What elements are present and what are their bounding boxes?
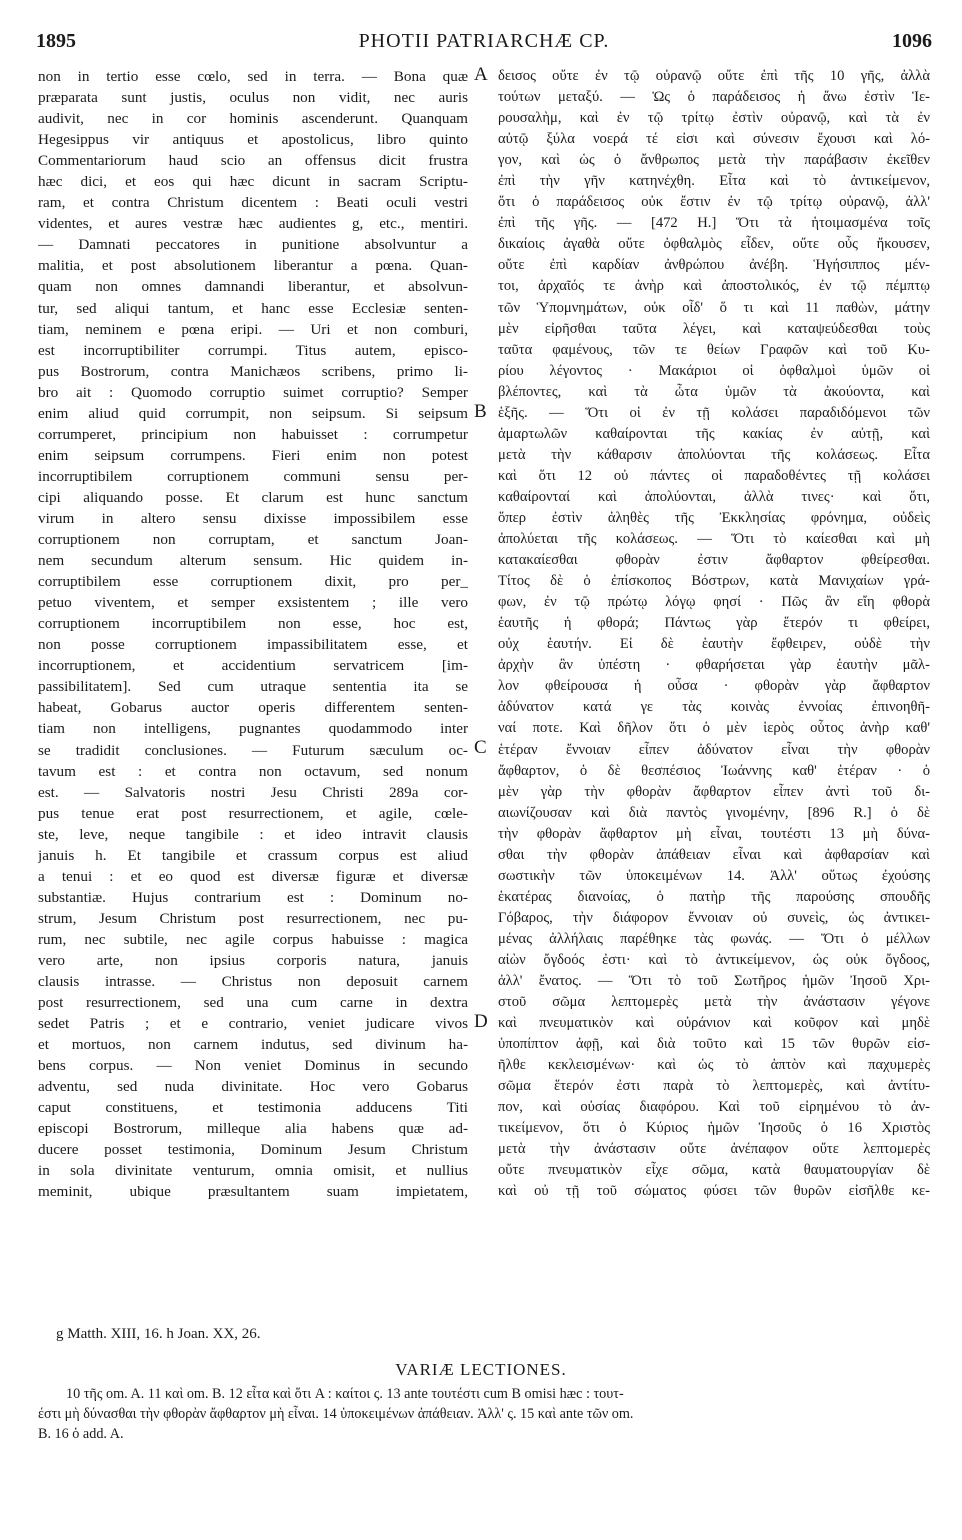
- text-line: non in tertio esse cœlo, sed in terra. — Bona quæ: [38, 68, 468, 85]
- text-line: ram, et contra Christum dicentem : Beati oculi vestri: [38, 194, 468, 212]
- text-line: corruptionem non corruptam, et sanctum Joan-: [38, 531, 468, 549]
- text-line: enim seipsum corrumpens. Fieri enim non potest: [38, 446, 468, 464]
- text-line: κατακαίεσθαι φθορὰν ἐστιν ἄφθαρτον φθείρεσθαι.: [498, 552, 930, 569]
- text-line: sedet Patris ; et e contrario, veniet judicare vivos: [38, 1015, 468, 1033]
- text-line: ἐπὶ τὴν γῆν κατηνέχθη. Εἶτα καὶ τὸ ἀντικείμενον,: [498, 173, 930, 190]
- latin-column: [38, 66, 468, 1203]
- text-line: quam non omnes damnandi liberantur, et absolvun-: [38, 278, 468, 296]
- text-line: in sola divinitate venturum, omnia omisit, et nullius: [38, 1162, 468, 1180]
- text-line: οὐχ ἑαυτήν. Εἰ δὲ ἑαυτὴν ἔφθειρεν, οὐδὲ τὴν: [498, 636, 930, 653]
- text-line: incorruptibilem corruptionem communi sensu per-: [38, 467, 468, 485]
- text-line: ὅπερ ἐστὶν ἀληθὲς τῆς Ἐκκλησίας φρόνημα, οὐδεὶς: [498, 509, 930, 526]
- text-line: οὔτε πνευματικὸν εἶχε σῶμα, κατὰ θαυματουργίαν δὲ: [498, 1162, 930, 1179]
- text-line: μὲν εἰρῆσθαι ταῦτα λέγει, καὶ καταψεύδεσθαι τοὺς: [498, 320, 930, 337]
- text-line: se tradidit conclusiones. — Futurum sæculum oc-: [38, 741, 468, 759]
- margin-letter-b: B: [474, 401, 487, 422]
- text-line: audivit, nec in cor hominis ascenderunt. Quanquam: [38, 110, 468, 128]
- variant-line: B. 16 ὁ add. A.: [38, 1426, 124, 1442]
- text-line: tiam, neminem e pœna eripi. — Uri et non comburi,: [38, 320, 468, 338]
- text-line: ἑτέραν ἔννοιαν εἶπεν ἀδύνατον εἶναι τὴν φθορὰν: [498, 741, 930, 758]
- text-line: substantiæ. Hujus contrarium est : Dominum no-: [38, 888, 468, 906]
- text-line: bens corpus. — Non veniet Dominus in secundo: [38, 1057, 468, 1075]
- text-line: λον φθείρουσα ἡ οὖσα · φθορὰν γὰρ ἄφθαρτον: [498, 678, 930, 695]
- text-line: τοι, ἀρχαῖός τε ἀνὴρ καὶ ἀποστολικός, ἐν τῷ πέμπτῳ: [498, 278, 930, 295]
- text-line: ἑαυτῆς ἡ φθορά; Πάντως γὰρ ἕτερόν τι φθείρει,: [498, 615, 930, 632]
- margin-letter-c: C: [474, 737, 487, 758]
- text-line: non posse corruptionem impassibilitatem esse, et: [38, 636, 468, 654]
- text-line: januis h. Et tangibile et crassum corpus est aliud: [38, 846, 468, 864]
- text-line: est. — Salvatoris nostri Jesu Christi 289a cor-: [38, 783, 468, 801]
- text-line: ducere posset testimonia, Dominum Jesum Christum: [38, 1141, 468, 1159]
- text-line: ἀπολύεται τῆς κολάσεως. — Ὅτι τὸ καίεσθαι καὶ μὴ: [498, 531, 930, 548]
- text-line: καθαίρονταί καὶ ἀπολύονται, ἀλλὰ τινες· καὶ ὅτι,: [498, 488, 930, 505]
- text-line: ἀδύνατον κατά γε τὰς κοινὰς ἐννοίας ἐπινοηθῆ-: [498, 699, 930, 716]
- text-line: μετὰ τὴν ἀνάστασιν οὔτε ἀνέπαφον οὔτε λεπτομερὲς: [498, 1141, 930, 1158]
- text-line: ταῦτα φαμένους, τῶν τε θείων Γραφῶν καὶ τοῦ Κυ-: [498, 341, 930, 358]
- text-line: est incorruptibiliter corrumpi. Titus autem, episco-: [38, 341, 468, 359]
- text-line: καὶ ὅτι 12 οὐ πάντες οἱ παραδοθέντες τῇ κολάσει: [498, 467, 930, 484]
- text-line: αὐτῷ ξύλα νοερά τέ εἰσι καὶ σύνεσιν ἔχουσι καὶ λό-: [498, 131, 930, 148]
- text-line: strum, Jesum Christum post resurrectionem, nec pu-: [38, 909, 468, 927]
- text-line: ναί ποτε. Καὶ δῆλον ὅτι ὁ μὲν ἱερὸς οὗτος ἀνὴρ καθ': [498, 720, 930, 737]
- text-line: ἄφθαρτον, ὁ δὲ θεσπέσιος Ἰωάννης καθ' ἑτέραν · ὁ: [498, 762, 930, 779]
- text-line: ste, leve, neque tangibile : et ideo intravit clausis: [38, 825, 468, 843]
- text-line: pus Bostrorum, contra Manichæos scribens, primo li-: [38, 362, 468, 380]
- margin-letter-a: A: [474, 64, 488, 85]
- text-line: tavum est : et contra non octavum, sed nonum: [38, 762, 468, 780]
- text-line: ἑξῆς. — Ὅτι οἱ ἐν τῇ κολάσει παραδιδόμενοι τῶν: [498, 404, 930, 421]
- text-line: μετὰ τὴν κάθαρσιν ἀπολύονται τῆς κολάσεως. Εἶτα: [498, 446, 930, 463]
- variant-readings: [38, 1384, 930, 1444]
- text-line: τούτων μεταξύ. — Ὡς ὁ παράδεισος ἡ ἄνω ἐστὶν Ἱε-: [498, 89, 930, 106]
- text-line: incorruptionem, et accidentium servatricem [im-: [38, 657, 468, 675]
- text-line: caput constituens, et testimonia adducens Titi: [38, 1099, 468, 1117]
- text-line: episcopi Bostrorum, milleque alia habens quæ ad-: [38, 1120, 468, 1138]
- text-line: ρίου λέγοντος · Μακάριοι οἱ ὀφθαλμοὶ ὑμῶν οἱ: [498, 362, 930, 379]
- margin-letter-d: D: [474, 1011, 488, 1032]
- text-line: τὴν φθορὰν ἄφθαρτον μὴ εἶναι, τουτέστι 13 μὴ δύνα-: [498, 825, 930, 842]
- text-line: γον, καὶ ὡς ὁ ἄνθρωπος μετὰ τὴν παράβασιν ἐκεῖθεν: [498, 152, 930, 169]
- text-line: virum in altero sensu dixisse impossibilem esse: [38, 509, 468, 527]
- text-line: passibilitatem]. Sed cum utraque sententia ita se: [38, 678, 468, 696]
- text-line: hæc dici, et eos qui hæc dicunt in sacram Scriptu-: [38, 173, 468, 191]
- text-line: petuo viventem, et semper exsistentem ; ille vero: [38, 594, 468, 612]
- text-line: καὶ πνευματικὸν καὶ οὐράνιον καὶ κοῦφον καὶ μηδὲ: [498, 1015, 930, 1032]
- variant-line: 10 τῆς om. A. 11 καὶ om. B. 12 εἶτα καὶ ὅτι A : καίτοι ς. 13 ante τουτέστι cum B omisi hæc : τουτ-: [66, 1386, 624, 1402]
- variant-line: έστι μὴ δύνασθαι τὴν φθορὰν ἄφθαρτον μὴ εἶναι. 14 ὑποκειμένων ἀπάθειαν. Ἀλλ' ς. 15 καὶ ante τῶν om.: [38, 1406, 634, 1422]
- text-line: tiam non intelligens, pugnantes quodammodo inter: [38, 720, 468, 738]
- text-line: αἰὼν ὄγδοός ἐστι· καὶ τὸ ἀντικείμενον, ὡς οὐκ ὄγδοος,: [498, 951, 930, 968]
- text-line: post resurrectionem, sed una cum carne in dextra: [38, 994, 468, 1012]
- text-line: δικαίοις ἀγαθὰ οὔτε ὀφθαλμὸς εἶδεν, οὔτε οὖς ἤκουσεν,: [498, 236, 930, 253]
- text-line: ἀρχὴν ἂν ὑπέστη · φθαρήσεται γὰρ ἑαυτὴν μᾶλ-: [498, 657, 930, 674]
- text-line: — Damnati peccatores in punitione absolvuntur a: [38, 236, 468, 254]
- text-line: Γόβαρος, τὴν διάφορον ἔννοιαν οὐ συνεὶς, ὡς ἀντικει-: [498, 909, 930, 926]
- text-line: et mortuos, non carnem indutus, sed divinum ha-: [38, 1036, 468, 1054]
- text-line: Commentariorum haud scio an offensus dicit frustra: [38, 152, 468, 170]
- text-line: a tenui : et eo quod est diversæ figuræ et diversæ: [38, 867, 468, 885]
- footnotes: g Matth. XIII, 16. h Joan. XX, 26.: [56, 1326, 261, 1342]
- variants-title: VARIÆ LECTIONES.: [395, 1360, 567, 1379]
- right-column-number: 1096: [892, 30, 932, 52]
- text-line: clausis intrasse. — Christus non deposuit carnem: [38, 973, 468, 991]
- text-line: δεισος οὔτε ἐν τῷ οὐρανῷ οὔτε ἐπὶ τῆς 10 γῆς, ἀλλὰ: [498, 68, 930, 84]
- text-line: ρουσαλὴμ, καὶ ἐν τῷ τρίτῳ ἐστὶν οὐρανῷ, καὶ τὰ ἐν: [498, 110, 930, 127]
- text-line: στοῦ σῶμα λεπτομερὲς μετὰ τὴν ἀνάστασιν γέγονε: [498, 994, 930, 1011]
- text-line: tur, sed aliqui tantum, et hanc esse Ecclesiæ senten-: [38, 299, 468, 317]
- text-line: habeat, Gobarus auctor operis differentem senten-: [38, 699, 468, 717]
- text-line: ὑποπίπτον ἀφῇ, καὶ διὰ τοῦτο καὶ 15 τῶν θυρῶν εἰσ-: [498, 1036, 930, 1053]
- text-line: pus tenue erat post resurrectionem, et agile, cœle-: [38, 804, 468, 822]
- text-line: βλέποντες, καὶ τὰ ὦτα ὑμῶν τὰ ἀκούοντα, καὶ: [498, 383, 930, 400]
- text-line: οὔτε ἐπὶ καρδίαν ἀνθρώπου ἀνέβη. Ἡγήσιππος μέν-: [498, 257, 930, 274]
- text-line: πον, καὶ οὐσίας διαφόρου. Καὶ τοῦ εἰρημένου τὸ ἀν-: [498, 1099, 930, 1116]
- left-column-number: 1895: [36, 30, 76, 52]
- running-header: [36, 30, 932, 56]
- text-line: ὅτι ὁ παράδεισος οὐκ ἔστιν ἐν τῷ τρίτῳ οὐρανῷ, ἀλλ': [498, 194, 930, 211]
- text-line: καὶ οὐ τῇ τοῦ σώματος φύσει τῶν θυρῶν εἰσῆλθε κε-: [498, 1183, 930, 1200]
- text-line: videntes, et aures vestræ hæc audientes g, etc., mentiri.: [38, 215, 468, 233]
- text-line: cipi aliquando posse. Et clarum est hunc sanctum: [38, 488, 468, 506]
- text-line: meminit, ubique præsultantem suam impietatem,: [38, 1183, 468, 1201]
- text-line: μὲν γὰρ τὴν φθορὰν ἄφθαρτον εἶπεν ἀντὶ τοῦ δι-: [498, 783, 930, 800]
- text-line: σωστικὴν τῶν ὑποκειμένων 14. Ἀλλ' οὕτως ἐχούσης: [498, 867, 930, 884]
- text-line: ἐπὶ τῆς γῆς. — [472 H.] Ὅτι τὰ ἡτοιμασμένα τοῖς: [498, 215, 930, 232]
- text-line: ἀλλ' ἔνατος. — Ὅτι τὸ τοῦ Σωτῆρος ἡμῶν Ἰησοῦ Χρι-: [498, 973, 930, 990]
- text-line: vero arte, non ipsius corporis natura, januis: [38, 951, 468, 969]
- text-line: corruptibilem esse corruptionem dixit, pro per_: [38, 573, 468, 591]
- text-line: σθαι τὴν φθορὰν ἀπάθειαν εἶναι καὶ ἀφθαρσίαν καὶ: [498, 846, 930, 863]
- text-line: præparata sunt justis, oculus non vidit, nec auris: [38, 89, 468, 107]
- text-line: ῆλθε κεκλεισμένων· καὶ ὡς τὸ ἁπτὸν καὶ παχυμερὲς: [498, 1057, 930, 1074]
- text-line: αιωνίζουσαν καὶ διὰ παντὸς γινομένην, [896 R.] ὁ δὲ: [498, 804, 930, 821]
- text-line: rum, nec subtile, nec agile corpus habuisse : magica: [38, 930, 468, 948]
- text-line: bro ait : Quomodo corruptio suimet corruptio? Semper: [38, 383, 468, 401]
- text-line: corrumperet, principium non habuisset : corrumpetur: [38, 425, 468, 443]
- text-line: μένας ἀλλήλαις παρέθηκε τὰς φωνάς. — Ὅτι ὁ μέλλων: [498, 930, 930, 947]
- text-line: malitia, et post absolutionem liberantur a pœna. Quan-: [38, 257, 468, 275]
- text-line: enim aliud quid corrumpit, non seipsum. Si seipsum: [38, 404, 468, 422]
- text-line: Hegesippus vir antiquus et apostolicus, libro quinto: [38, 131, 468, 149]
- text-line: φων, ἐν τῷ πρώτῳ λόγῳ φησί · Πῶς ἂν εἴη φθορὰ: [498, 594, 930, 611]
- text-line: adventu, sed nuda divinitate. Hoc vero Gobarus: [38, 1078, 468, 1096]
- text-line: τῶν Ὑπομνημάτων, οὐκ οἶδ' ὅ τι καὶ 11 παθὼν, μάτην: [498, 299, 930, 316]
- text-line: corruptionem incorruptibilem non esse, hoc est,: [38, 615, 468, 633]
- greek-column: [498, 66, 930, 1203]
- text-line: ἑκατέρας διανοίας, ὁ πατὴρ τῆς παρούσης σπουδῆς: [498, 888, 930, 905]
- text-line: τικείμενον, ὅτι ὁ Κύριος ἡμῶν Ἰησοῦς ὁ 16 Χριστὸς: [498, 1120, 930, 1137]
- text-line: σῶμα ἕτερόν ἐστι παρὰ τὸ λεπτομερὲς, καὶ ἀντίτυ-: [498, 1078, 930, 1095]
- text-line: Τίτος δὲ ὁ ἐπίσκοπος Βόστρων, κατὰ Μανιχαίων γρά-: [498, 573, 930, 590]
- running-title: PHOTII PATRIARCHÆ CP.: [358, 30, 610, 52]
- text-line: nem secundum alterum sensum. Hic quidem in-: [38, 552, 468, 570]
- text-line: ἁμαρτωλῶν καθαίρονται τῆς κακίας ἐν αὐτῇ, καὶ: [498, 425, 930, 442]
